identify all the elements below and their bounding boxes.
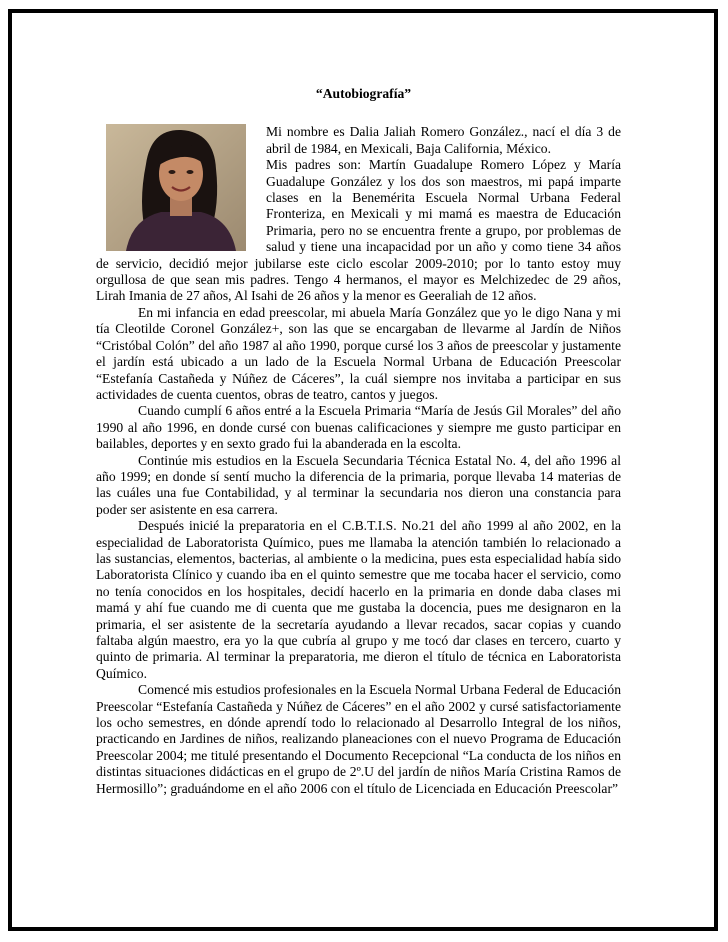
- paragraph-5: Continúe mis estudios en la Escuela Secundaria Técnica Estatal No. 4, del año 1996 al año 1999; en donde sí sentí mucho la diferencia de la primaria, porque llevaba 14 materias de las cuáles una fue Contabilidad, y al terminar la secundaria nos dieron una constancia para poder ser asistente en esa carrera.: [96, 452, 621, 517]
- document-body: [96, 86, 621, 797]
- document-title: “Autobiografía”: [315, 86, 412, 101]
- paragraph-6: Después inicié la preparatoria en el C.B.T.I.S. No.21 del año 1999 al año 2002, en la especialidad de Laboratorista Químico, pues me llamaba la atención también lo relacionado a las sustancias, elementos, bacterias, al ambiente o la medicina, pues esta especialidad había sido Laboratorista Clínico y cuando iba en el quinto semestre que me tocaba hacer el servicio, como no tenía conocidos en los hospitales, decidí hacerlo en la primaria en donde daba clases mi mamá y ahí fue cuando me di cuenta que me gustaba la docencia, pues me designaron en la primaria, el ser asistente de la secretaría ayudando a llevar recados, sacar copias y cuando faltaba algún maestro, era yo la que cubría al grupo y me tocó dar clases en tercero, cuarto y quinto de primaria. Al terminar la preparatoria, me dieron el título de técnica en Laboratorista Químico.: [96, 518, 621, 681]
- paragraph-3: En mi infancia en edad preescolar, mi abuela María González que yo le digo Nana y mi tía Cleotilde Coronel González+, son las que se encargaban de llevarme al Jardín de Niños “Cristóbal Colón” del año 1987 al año 1990, porque cursé los 3 años de preescolar y justamente el jardín está ubicado a un lado de la Escuela Normal Urbana de Educación Preescolar “Estefanía Castañeda y Núñez de Cáceres”, la cuál siempre nos invitaba a participar en sus actividades de cuenta cuentos, obras de teatro, cantos y juegos.: [96, 304, 621, 402]
- paragraph-2: Mis padres son: Martín Guadalupe Romero López y María Guadalupe González y los dos son maestros, mi papá imparte clases en la Benemérita Escuela Normal Urbana Federal Fronteriza, en Mexicali y mi mamá es maestra de Educación Primaria, pero no se encuentra frente a grupo, por problemas de salud y tiene una incapacidad por un año y como tiene 34 años de servicio, decidió mejor jubilarse este ciclo escolar 2009-2010; por lo tanto estoy muy orgullosa de que sean mis padres. Tengo 4 hermanos, el mayor es Melchizedec de 29 años, Lirah Imania de 27 años, Al Isahi de 26 años y la menor es Geeraliah de 12 años.: [96, 157, 621, 304]
- paragraph-4: Cuando cumplí 6 años entré a la Escuela Primaria “María de Jesús Gil Morales” del año 1990 al año 1996, en donde cursé con buenas calificaciones y siempre me gusto participar en bailables, deportes y en sexto grado fui la abanderada en la escolta.: [96, 403, 621, 452]
- paragraph-7: Comencé mis estudios profesionales en la Escuela Normal Urbana Federal de Educación Preescolar “Estefanía Castañeda y Núñez de Cáceres” en el año 2002 y cursé satisfactoriamente los ocho semestres, en dónde aprendí todo lo relacionado al Desarrollo Integral de los niños, practicando en Jardines de niños, realizando planeaciones con el nuevo Programa de Educación Preescolar 2004; me titulé presentando el Documento Recepcional “La conducta de los niños en distintas situaciones didácticas en el grupo de 2º.U del jardín de niños María Cristina Ramos de Hermosillo”; graduándome en el año 2006 con el título de Licenciada en Educación Preescolar”: [96, 682, 621, 796]
- portrait-image: [106, 124, 246, 251]
- author-photo: [106, 124, 246, 251]
- paragraph-1: Mi nombre es Dalia Jaliah Romero González., nací el día 3 de abril de 1984, en Mexicali, Baja California, México.: [266, 124, 621, 156]
